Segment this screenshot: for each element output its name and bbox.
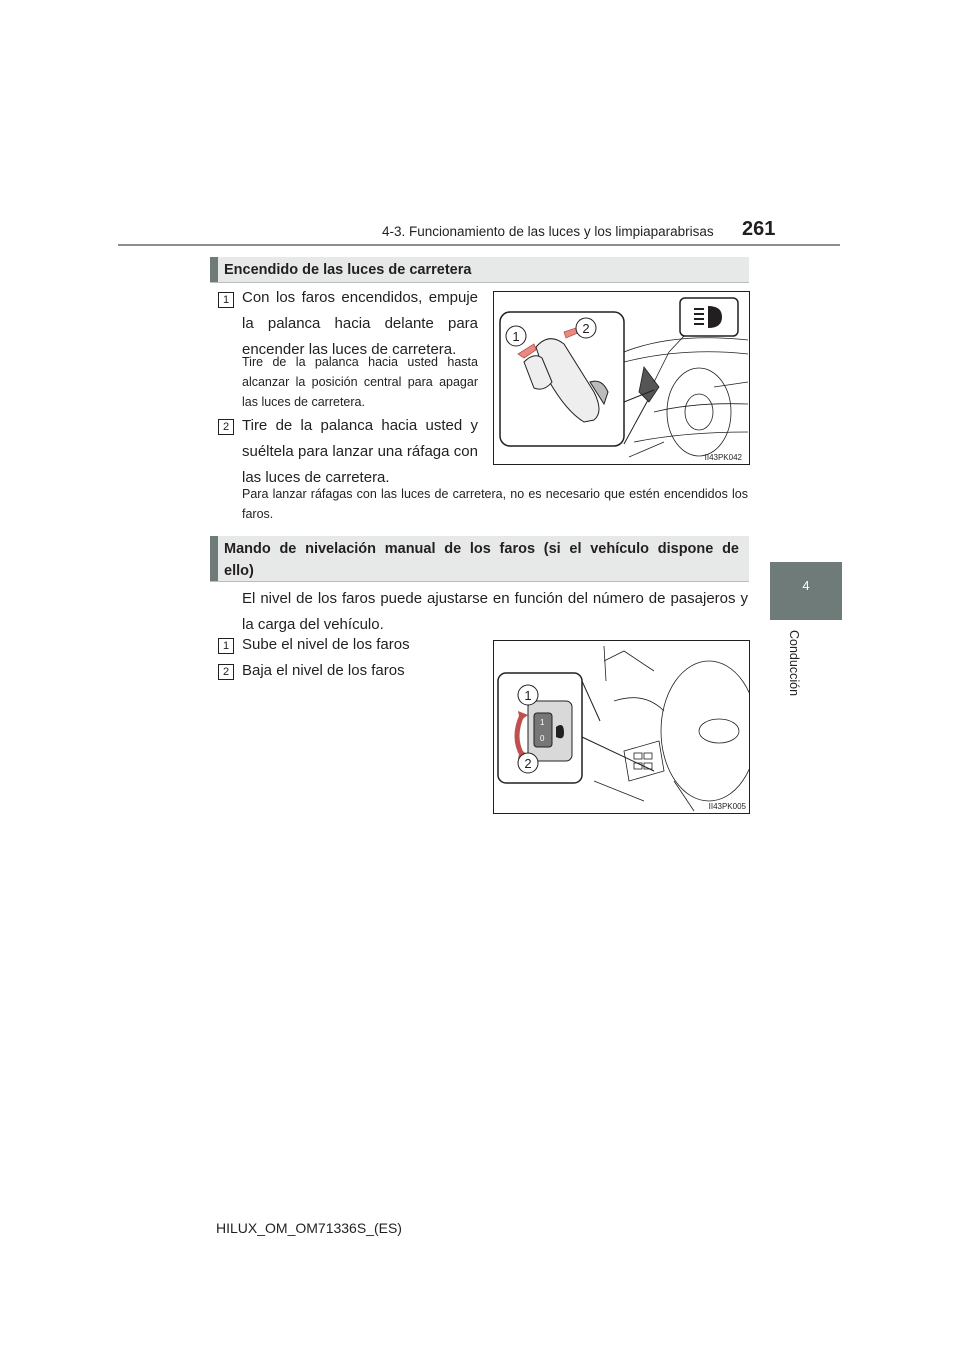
figure-code: II43PK005 <box>708 802 746 811</box>
svg-text:2: 2 <box>582 321 590 336</box>
svg-text:2: 2 <box>524 756 532 771</box>
page-number: 261 <box>742 218 776 240</box>
figure-code: II43PK042 <box>704 453 742 462</box>
section-heading-text-line2: ello) <box>224 563 254 579</box>
callout-1 <box>518 685 538 705</box>
step-text: Baja el nivel de los faros <box>242 662 405 679</box>
step-number-badge: 2 <box>218 664 234 680</box>
step-text: Con los faros encendidos, empuje la palanca hacia delante para encender las luces de carretera. <box>242 289 478 358</box>
svg-text:1: 1 <box>524 688 532 703</box>
figure-headlight-leveling-dial <box>493 640 750 814</box>
section-heading-text-line1: Mando de nivelación manual de los faros (si el vehículo dispone de <box>224 541 739 557</box>
svg-text:1: 1 <box>512 329 520 344</box>
header-rule <box>118 244 840 246</box>
callout-2 <box>518 753 538 773</box>
dial-mark-0: 0 <box>540 734 545 743</box>
chapter-title: Conducción <box>787 630 801 697</box>
footer-doc-id: HILUX_OM_OM71336S_(ES) <box>216 1220 402 1236</box>
step-number-badge: 1 <box>218 638 234 654</box>
section-intro: El nivel de los faros puede ajustarse en función del número de pasajeros y la carga del vehículo. <box>242 590 748 633</box>
lever-illustration <box>494 292 749 464</box>
section-heading-text: Encendido de las luces de carretera <box>224 262 472 278</box>
callout-2 <box>576 318 596 338</box>
section-heading <box>210 536 749 582</box>
section-heading <box>210 257 749 283</box>
step-number-badge: 2 <box>218 419 234 435</box>
step-note: Tire de la palanca hacia usted hasta alcanzar la posición central para apagar las luces de carretera. <box>242 355 478 409</box>
headlight-icon <box>556 725 564 738</box>
callout-1 <box>506 326 526 346</box>
step-number-badge: 1 <box>218 292 234 308</box>
chapter-number: 4 <box>802 578 810 593</box>
high-beam-indicator-icon <box>680 298 738 336</box>
step-text: Sube el nivel de los faros <box>242 636 410 653</box>
leveling-illustration <box>494 641 749 813</box>
figure-high-beam-lever <box>493 291 750 465</box>
dial-mark-1: 1 <box>540 718 545 727</box>
running-header: 4-3. Funcionamiento de las luces y los limpiaparabrisas <box>382 224 714 239</box>
section-note: Para lanzar ráfagas con las luces de carretera, no es necesario que estén encendidos los faros. <box>242 487 748 521</box>
chapter-title-vertical <box>783 630 803 710</box>
step-text: Tire de la palanca hacia usted y suéltela para lanzar una ráfaga con las luces de carretera. <box>242 417 478 486</box>
